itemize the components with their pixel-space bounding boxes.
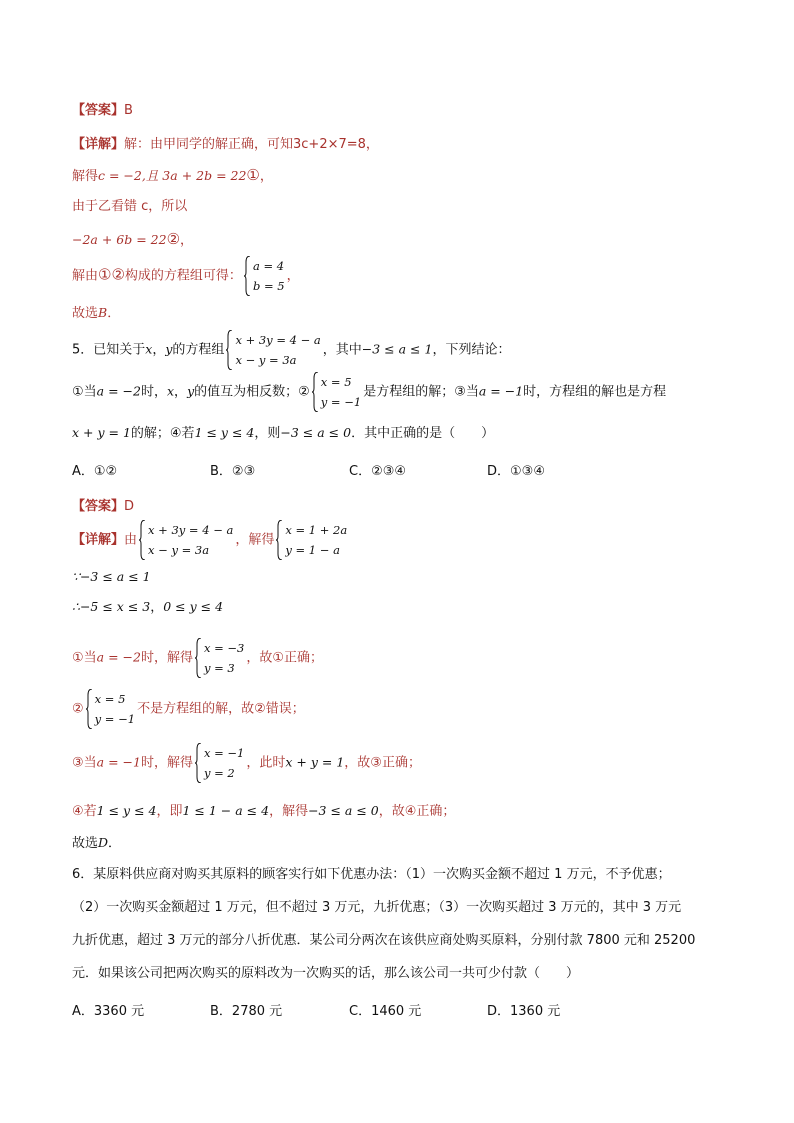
detail-line-2: 解得c = −2,且 3a + 2b = 22①，: [72, 166, 273, 184]
q5-option-b[interactable]: B．②③: [210, 464, 256, 479]
equation-system: x = 5 y = −1: [312, 372, 361, 412]
question-6-line-4: 元．如果该公司把两次购买的原料改为一次购买的话，那么该公司一共可少付款（ ）: [72, 966, 580, 981]
answer-line-q5: [72, 498, 134, 516]
answer-label: 【答案】: [72, 499, 125, 514]
equation-system: x = −3 y = 3: [195, 638, 244, 678]
detail-q5-line-1: 【详解】由 x + 3y = 4 − a x − y = 3a ，解得 x = 1 + 2a y = 1 − a: [72, 520, 349, 560]
q5-option-c[interactable]: C．②③④: [349, 464, 407, 479]
equation-system: x + 3y = 4 − a x − y = 3a: [226, 330, 320, 370]
question-6-line-1: 6．某原料供应商对购买其原料的顾客实行如下优惠办法：（1）一次购买金额不超过 1 万元，不予优惠；: [72, 867, 671, 882]
detail-line-6: 故选B．: [72, 305, 121, 321]
answer-line-q4: [72, 102, 133, 120]
detail-text: 解：由甲同学的解正确，可知3c+2×7=8，: [124, 137, 379, 152]
answer-label: 【答案】: [72, 103, 125, 118]
question-5-statements-1: ①当a = −2时，x，y的值互为相反数；② x = 5 y = −1 是方程组的解；③当a = −1时，方程组的解也是方程: [72, 372, 666, 412]
question-5-statements-2: x + y = 1的解；④若1 ≤ y ≤ 4，则−3 ≤ a ≤ 0．其中正确的是（ ）: [72, 425, 495, 441]
equation-system: x = 1 + 2a y = 1 − a: [276, 520, 347, 560]
detail-line-3: 由于乙看错 c，所以: [72, 199, 188, 214]
detail-q5-line-7: ④若1 ≤ y ≤ 4，即1 ≤ 1 − a ≤ 4，解得−3 ≤ a ≤ 0，故④正确；: [72, 803, 456, 819]
circled-2: ②: [166, 230, 181, 248]
detail-line-5: 解由①②构成的方程组可得： a = 4 b = 5 ，: [72, 256, 300, 296]
detail-q5-line-6: ③当a = −1时，解得 x = −1 y = 2 ，此时x + y = 1，故③正确；: [72, 743, 421, 783]
detail-line-4: −2a + 6b = 22②，: [72, 230, 194, 248]
answer-value: B: [124, 103, 133, 118]
q5-option-a[interactable]: A．①②: [72, 464, 118, 479]
q6-option-c[interactable]: C．1460 元: [349, 1004, 422, 1019]
question-6-line-2: （2）一次购买金额超过 1 万元，但不超过 3 万元，九折优惠；（3）一次购买超过 3 万元的，其中 3 万元: [72, 900, 682, 915]
answer-value: D: [124, 499, 135, 514]
detail-label: 【详解】: [72, 532, 125, 548]
math-expr: c = −2,且 3a + 2b = 22: [98, 168, 247, 183]
math-expr: −2a + 6b = 22: [72, 232, 167, 247]
question-6-line-3: 九折优惠，超过 3 万元的部分八折优惠．某公司分两次在该供应商处购买原料，分别付款 7800 元和 25200: [72, 933, 696, 948]
detail-q5-line-4: ①当a = −2时，解得 x = −3 y = 3 ，故①正确；: [72, 638, 323, 678]
circled-1: ①: [246, 166, 260, 184]
detail-q5-line-2: ∵−3 ≤ a ≤ 1: [72, 569, 151, 584]
question-5-stem: 5．已知关于x，y的方程组 x + 3y = 4 − a x − y = 3a ，其中−3 ≤ a ≤ 1，下列结论：: [72, 330, 510, 370]
equation-system: a = 4 b = 5: [244, 256, 285, 296]
equation-system: x = −1 y = 2: [195, 743, 244, 783]
detail-q5-line-5: ② x = 5 y = −1 不是方程组的解，故②错误；: [72, 689, 305, 729]
detail-line-1: [72, 136, 379, 154]
equation-system: x = 5 y = −1: [86, 689, 135, 729]
detail-q5-line-3: ∴−5 ≤ x ≤ 3，0 ≤ y ≤ 4: [72, 599, 224, 615]
q6-option-a[interactable]: A．3360 元: [72, 1004, 145, 1019]
q6-option-b[interactable]: B．2780 元: [210, 1004, 283, 1019]
equation-system: x + 3y = 4 − a x − y = 3a: [139, 520, 233, 560]
q5-option-d[interactable]: D．①③④: [487, 464, 545, 479]
q6-option-d[interactable]: D．1360 元: [487, 1004, 561, 1019]
detail-q5-line-8: 故选D．: [72, 835, 122, 851]
detail-label: 【详解】: [72, 137, 125, 152]
